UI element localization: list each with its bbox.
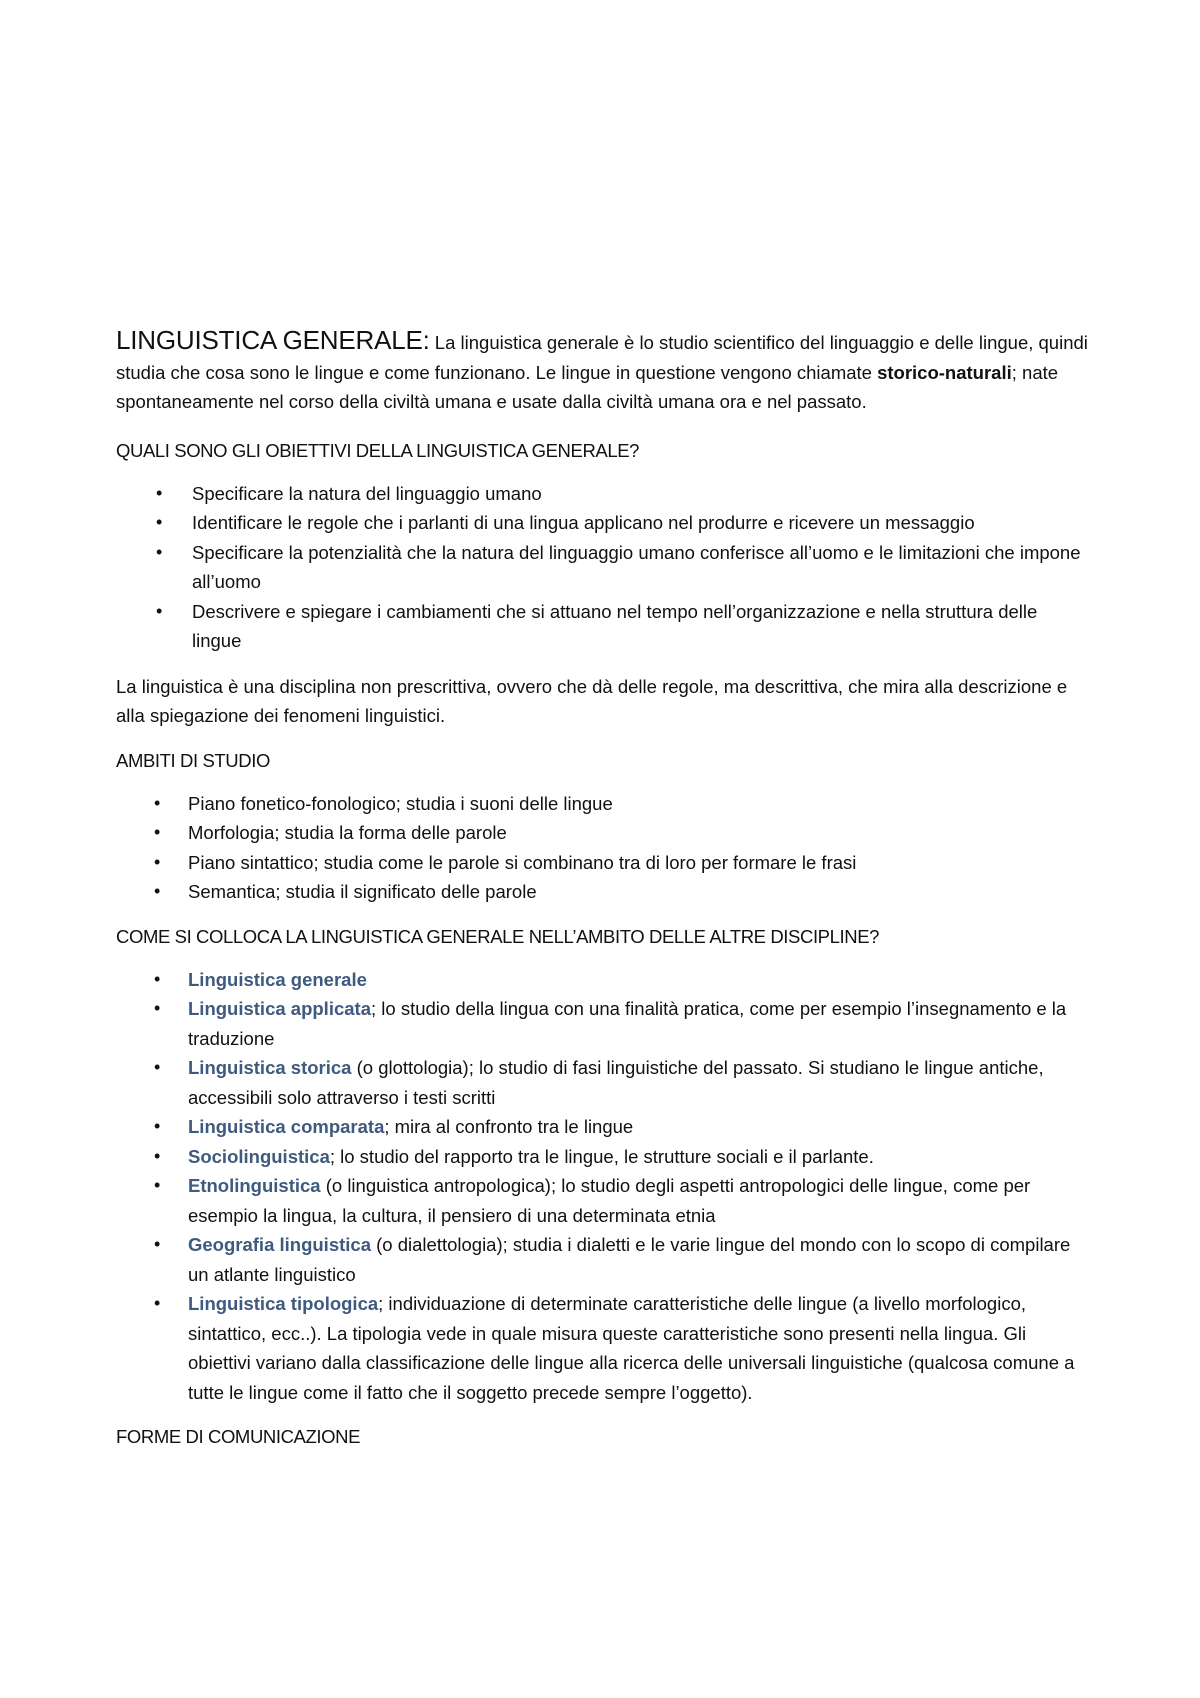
section-heading-discipline: COME SI COLLOCA LA LINGUISTICA GENERALE NELL’AMBITO DELLE ALTRE DISCIPLINE? [116,925,880,947]
list-item [116,479,1088,509]
list-item [116,1289,1088,1407]
section-heading-obiettivi: QUALI SONO GLI OBIETTIVI DELLA LINGUISTICA GENERALE? [116,439,640,461]
discipline-description: (o glottologia); lo studio di fasi linguistiche del passato. Si studiano le lingue antiche, accessibili solo attraverso i testi scritti [188,1057,1044,1108]
intro-paragraph [116,326,1088,417]
intro-text-1: La linguistica generale è lo studio scientifico del linguaggio e delle lingue, quindi studia che cosa sono le lingue e come funzionano. Le lingue in questione vengono chiamate [116,332,1088,383]
list-item-text: Identificare le regole che i parlanti di una lingua applicano nel produrre e ricevere un messaggio [192,512,975,533]
intro-bold-term: storico-naturali [877,361,1012,383]
list-item [116,789,1088,819]
discipline-term: Linguistica storica [188,1057,352,1078]
discipline-term: Linguistica comparata [188,1116,385,1137]
list-ambiti [116,789,1088,907]
list-item-text: Specificare la potenzialità che la natura del linguaggio umano conferisce all’uomo e le limitazioni che impone all’uomo [192,541,1081,592]
bullet-icon: • [154,1293,161,1313]
discipline-term: Geografia linguistica [188,1234,371,1255]
list-item [116,1230,1088,1289]
bullet-icon: • [156,482,163,503]
list-item-text: Descrivere e spiegare i cambiamenti che si attuano nel tempo nell’organizzazione e nella struttura delle lingue [192,600,1038,651]
discipline-description: ; individuazione di determinate caratteristiche delle lingue (a livello morfologico, sintattico, ecc..). La tipologia vede in quale misura queste caratteristiche sono presenti nella lingua. Gli obiettivi variano dalla classificazione delle lingue alla ricerca delle universali linguistiche (qualcosa comune a tutte le lingue come il fatto che il soggetto precede sempre l’oggetto). [188,1293,1075,1403]
bullet-icon: • [154,822,161,842]
section-heading-ambiti: AMBITI DI STUDIO [116,749,270,771]
discipline-term: Etnolinguistica [188,1175,321,1196]
page-title: LINGUISTICA GENERALE: [116,325,430,355]
bullet-icon: • [154,1057,161,1077]
discipline-description: (o linguistica antropologica); lo studio degli aspetti antropologici delle lingue, come per esempio la lingua, la cultura, il pensiero di una determinata etnia [188,1175,1031,1226]
list-item [116,994,1088,1053]
discipline-term: Linguistica generale [188,968,367,990]
list-item [116,877,1088,907]
list-item [116,597,1088,656]
list-discipline [116,965,1088,1408]
discipline-description: ; lo studio della lingua con una finalità pratica, come per esempio l’insegnamento e la traduzione [188,998,1067,1049]
discipline-description: (o dialettologia); studia i dialetti e le varie lingue del mondo con lo scopo di compilare un atlante linguistico [188,1234,1071,1285]
discipline-description: ; mira al confronto tra le lingue [384,1116,634,1137]
bullet-icon: • [154,1234,161,1254]
discipline-term: Linguistica tipologica [188,1293,379,1314]
list-obiettivi [116,479,1088,656]
list-item [116,508,1088,538]
bullet-icon: • [156,600,163,621]
bullet-icon: • [156,541,163,562]
discipline-description: ; lo studio del rapporto tra le lingue, le strutture sociali e il parlante. [329,1145,874,1167]
paragraph-disciplina: La linguistica è una disciplina non prescrittiva, ovvero che dà delle regole, ma descrittiva, che mira alla descrizione e alla spiegazione dei fenomeni linguistici. [116,675,1068,726]
bullet-icon: • [154,1175,161,1195]
list-item [116,848,1088,878]
list-item-text: Piano sintattico; studia come le parole si combinano tra di loro per formare le frasi [188,851,857,873]
bullet-icon: • [154,792,161,813]
bullet-icon: • [154,998,161,1018]
bullet-icon: • [154,881,161,901]
bullet-icon: • [156,512,163,532]
list-item [116,1171,1088,1230]
list-item [116,1142,1088,1172]
discipline-term: Sociolinguistica [188,1145,330,1167]
list-item [116,965,1088,995]
section-heading-comunicazione: FORME DI COMUNICAZIONE [116,1426,361,1447]
bullet-icon: • [154,1116,161,1136]
list-item-text: Semantica; studia il significato delle parole [188,881,537,902]
bullet-icon: • [154,851,161,872]
list-item-text: Piano fonetico-fonologico; studia i suoni delle lingue [188,792,613,814]
list-item-text: Specificare la natura del linguaggio umano [192,482,542,504]
list-item [116,538,1088,597]
list-item [116,1112,1088,1142]
list-item-text: Morfologia; studia la forma delle parole [188,822,507,843]
discipline-term: Linguistica applicata [188,998,371,1019]
list-item [116,818,1088,848]
intro-text-2: ; nate spontaneamente nel corso della civiltà umana e usate dalla civiltà umana ora e nel passato. [116,361,1059,412]
list-item [116,1053,1088,1112]
bullet-icon: • [154,1145,161,1166]
bullet-icon: • [154,968,161,989]
